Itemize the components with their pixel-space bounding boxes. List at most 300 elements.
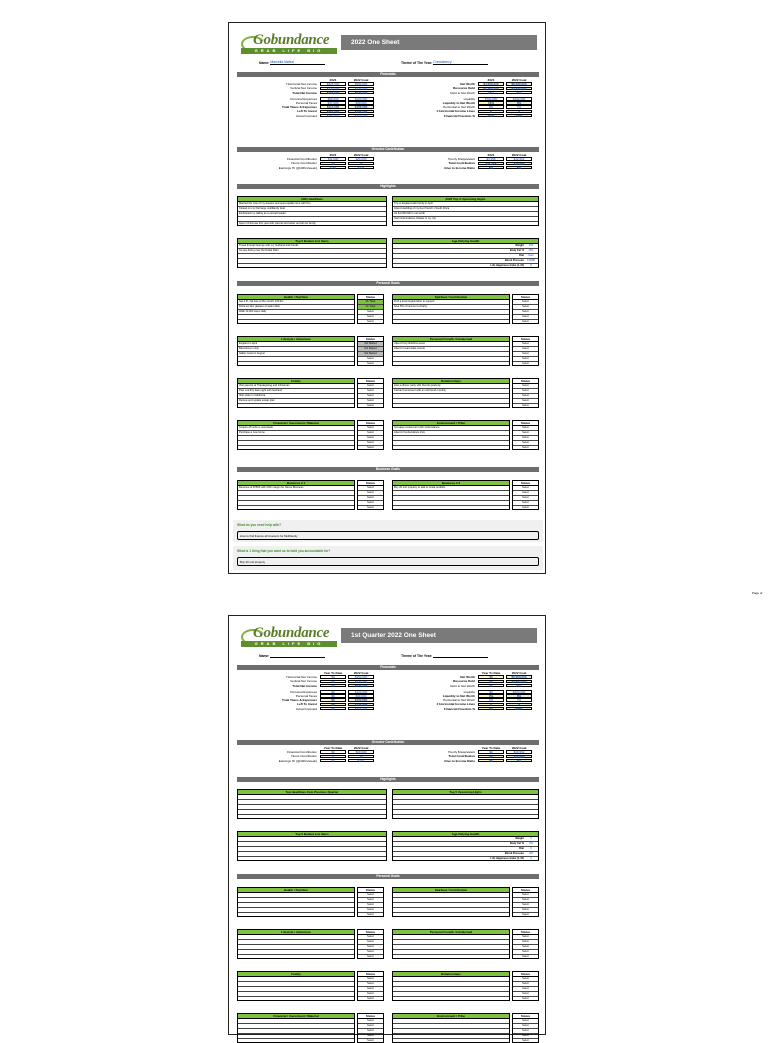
fin-value-goal[interactable]: $570,000 — [348, 684, 374, 688]
goal-line-field[interactable]: Walk 10,000 steps daily — [238, 310, 354, 315]
fin-value-goal[interactable]: $40,962 — [506, 162, 532, 166]
status-select[interactable]: Select — [513, 977, 538, 982]
logo-wordmark: Gobundance — [253, 625, 330, 641]
fin-value-current[interactable]: 5% — [478, 166, 504, 170]
fin-value-current[interactable]: 18% — [478, 101, 504, 105]
fin-value-current[interactable]: $0 — [320, 707, 346, 711]
column-header-label: Year To Date — [323, 746, 343, 750]
status-select[interactable]: Select — [358, 399, 383, 404]
status-select[interactable]: Select — [513, 903, 538, 908]
fin-value-current[interactable]: 0 — [478, 703, 504, 707]
box-line-field[interactable]: Travel through Europe with my husband and friends — [238, 244, 386, 249]
fin-value-goal[interactable]: $220,000 — [348, 680, 374, 684]
accountability-answer-field[interactable]: Buy 20 unit property — [237, 557, 539, 566]
fin-row-label: Horizontal Net Income — [286, 82, 317, 87]
goal-line-field[interactable]: Italian Coast in August — [238, 352, 354, 357]
name-field[interactable]: Marcella Mafezi — [270, 60, 325, 65]
goal-line-field[interactable] — [393, 506, 509, 510]
fin-value-current[interactable]: $4,000,000 — [478, 82, 504, 86]
goal-line-field[interactable] — [393, 1039, 509, 1043]
status-select[interactable]: Select — [367, 445, 374, 449]
status-select[interactable]: Select — [513, 1034, 538, 1039]
goal-line-field[interactable]: Host a dinner party with friends quarterly — [393, 384, 509, 389]
goal-line-field[interactable]: Barcelona in July — [238, 347, 354, 352]
status-select[interactable]: Select — [358, 945, 383, 950]
fin-value-goal[interactable]: $700,000 — [348, 114, 374, 118]
status-select[interactable]: Select — [358, 1034, 383, 1039]
gobundance-logo — [239, 31, 339, 55]
name-row-q1 — [259, 653, 325, 658]
status-select[interactable]: Select — [513, 347, 538, 352]
status-select[interactable]: Select — [522, 912, 529, 916]
fin-value-current[interactable]: 201% — [478, 114, 504, 118]
status-select[interactable]: Select — [367, 505, 374, 509]
box-header: Top 5 Bucket List Items — [238, 239, 386, 244]
fin-value-current[interactable]: 0% — [478, 698, 504, 702]
section-genuine-contribution-q1: Genuine Contribution — [237, 740, 539, 745]
box-line-field[interactable]: Closed on my first large multifamily deal — [238, 207, 386, 212]
goal-line-field[interactable]: Acquire 25 units in new deals — [238, 426, 354, 431]
fin-value-goal[interactable]: $420,000 — [348, 110, 374, 114]
status-select[interactable]: Select — [513, 987, 538, 992]
fin-row-label: Net Worth — [460, 675, 475, 680]
status-column — [357, 378, 384, 408]
help-answer-field[interactable]: How to find finance all investors for Multifamily — [237, 531, 539, 540]
fin-value-goal[interactable]: $5,000,000 — [506, 82, 532, 86]
fin-row-label: Personal Taxes — [295, 100, 317, 105]
fin-value-goal[interactable]: 70% — [506, 91, 532, 95]
goal-line-field[interactable] — [238, 362, 354, 366]
fin-value-current[interactable]: $0 — [320, 690, 346, 694]
top5-box-q1 — [392, 789, 539, 819]
fin-row-label: Horizontal Net Income — [286, 675, 317, 680]
box-line-field[interactable]: Go sky diving over the Dubai Palm — [238, 249, 386, 254]
fin-value-current[interactable]: $0 — [320, 698, 346, 702]
fin-value-current[interactable]: 0% — [478, 694, 504, 698]
box-line-field[interactable]: Start Gobundance chapter in my city — [393, 217, 538, 222]
status-select[interactable]: Select — [358, 1019, 383, 1024]
box-line-field[interactable] — [238, 264, 386, 268]
fin-value-current[interactable]: $0 — [320, 750, 346, 754]
fin-value-goal[interactable]: $120,000 — [348, 97, 374, 101]
fin-row — [387, 759, 537, 763]
goal-line-field[interactable] — [393, 320, 509, 324]
status-select[interactable]: Select — [513, 940, 538, 945]
status-select[interactable]: Select — [358, 426, 383, 431]
health-value[interactable]: 0 — [530, 856, 532, 860]
status-select[interactable]: Select — [367, 996, 374, 1000]
status-select[interactable]: Select — [513, 394, 538, 399]
fin-value-current[interactable]: $0 — [320, 694, 346, 698]
fin-value-current[interactable]: $0 — [320, 703, 346, 707]
status-select[interactable]: Select — [522, 996, 529, 1000]
goal-line-field[interactable] — [238, 404, 354, 408]
status-select[interactable]: Select — [358, 389, 383, 394]
fin-value-current[interactable]: 0% — [478, 759, 504, 763]
fin-value-current[interactable]: $21,958 — [478, 162, 504, 166]
goal-line-field[interactable]: Review and update estate plan — [238, 399, 354, 404]
box-line-field[interactable]: Embraced my calling as a servant leader — [238, 212, 386, 217]
status-select[interactable]: Select — [358, 441, 383, 446]
logo-tagline: GRAB LIFE BIG — [241, 641, 337, 647]
status-select[interactable]: Select — [358, 394, 383, 399]
status-select[interactable]: Select — [358, 992, 383, 997]
status-column — [357, 971, 384, 1001]
status-select[interactable]: Select — [358, 491, 383, 496]
box-line-field[interactable]: Attend wedding of my best friend in South Africa — [393, 207, 538, 212]
status-select[interactable]: Select — [358, 935, 383, 940]
status-select[interactable]: Select — [367, 403, 374, 407]
fin-value-goal[interactable]: 220% — [506, 114, 532, 118]
status-header: Status — [358, 930, 383, 935]
fin-value-goal[interactable]: $5,000,000 — [506, 675, 532, 679]
fin-value-goal[interactable]: 70% — [506, 684, 532, 688]
fin-value-current[interactable]: $140,000 — [320, 87, 346, 91]
fin-value-goal[interactable]: 8% — [506, 694, 532, 698]
financials-left — [237, 78, 377, 118]
status-select[interactable]: Select — [358, 987, 383, 992]
goal-line-field[interactable] — [393, 404, 509, 408]
goal-box — [392, 336, 510, 366]
fin-value-goal[interactable]: $220,000 — [348, 87, 374, 91]
box-line-field[interactable]: Spent Christmas this year with parents and sister and all our family — [239, 221, 316, 225]
status-select[interactable]: Select — [358, 1024, 383, 1029]
goal-line-field[interactable] — [238, 320, 354, 324]
sheet-page-1 — [228, 22, 546, 574]
column-header-label: 2021 — [487, 78, 495, 82]
fin-value-goal[interactable]: $3,500,000 — [506, 87, 532, 91]
fin-value-current[interactable]: $0 — [478, 690, 504, 694]
box-line-field[interactable] — [393, 815, 538, 819]
fin-row — [387, 166, 537, 170]
health-value[interactable]: 0 — [530, 846, 532, 850]
goal-line-field[interactable]: Get 2 lb / fat loss of the month: 100 lbs — [238, 300, 354, 305]
fin-row-label: Debt to Net Worth — [450, 90, 475, 95]
goal-line-field[interactable] — [393, 997, 509, 1001]
status-select[interactable]: Select — [513, 441, 538, 446]
status-select[interactable]: Select — [513, 1024, 538, 1029]
goal-title: Lifestyle / Adventure — [238, 930, 354, 935]
goal-line-field[interactable] — [393, 446, 509, 450]
goal-line-field[interactable]: Purchase a new home — [238, 431, 354, 436]
fin-value-goal[interactable]: $150,000 — [348, 698, 374, 702]
goal-line-field[interactable] — [393, 913, 509, 917]
status-select[interactable]: Select — [522, 505, 529, 509]
fin-row-label: Actual Invested — [295, 113, 317, 118]
status-select[interactable]: Select — [358, 315, 383, 320]
status-select[interactable]: Select — [513, 357, 538, 362]
top3-box — [392, 196, 539, 226]
box-line-field[interactable]: Trip to England with family in April — [393, 202, 538, 207]
status-select[interactable]: Not Started — [358, 342, 383, 347]
fin-value-current[interactable]: $11,000 — [320, 157, 346, 161]
status-column — [357, 480, 384, 510]
fin-value-current[interactable]: 0% — [478, 707, 504, 711]
fin-value-goal[interactable]: 7 — [506, 110, 532, 114]
fin-row — [237, 91, 377, 95]
goal-line-field[interactable]: Visit parents at Thanksgiving and Christmas — [238, 384, 354, 389]
status-select[interactable]: Select — [367, 319, 374, 323]
status-select[interactable]: Select — [358, 486, 383, 491]
status-select[interactable]: Select — [513, 486, 538, 491]
goal-line-field[interactable]: Plan monthly date night with husband — [238, 389, 354, 394]
status-select[interactable]: Select — [522, 1038, 529, 1042]
status-select[interactable]: Select — [513, 935, 538, 940]
fin-value-goal[interactable]: $3,500,000 — [506, 680, 532, 684]
fin-value-current[interactable]: 20 — [320, 162, 346, 166]
fin-row-label: Total Taxes & Expenses — [282, 698, 317, 703]
goal-line-field[interactable] — [238, 997, 354, 1001]
status-select[interactable]: Select — [522, 954, 529, 958]
fin-value-goal[interactable]: $700,000 — [348, 707, 374, 711]
status-select[interactable]: Select — [522, 403, 529, 407]
status-select[interactable]: Select — [358, 977, 383, 982]
health-value[interactable]: 0/0 — [529, 851, 533, 855]
fin-value-goal[interactable]: 7% — [506, 105, 532, 109]
status-column — [512, 1013, 539, 1043]
goal-line-field[interactable] — [238, 506, 354, 510]
fin-value-current[interactable]: $169 — [320, 166, 346, 170]
fin-value-goal[interactable]: $274 — [348, 759, 374, 763]
fin-value-current[interactable]: $0 — [478, 680, 504, 684]
fin-value-goal[interactable]: $274 — [348, 166, 374, 170]
fin-value-current[interactable]: 0% — [478, 684, 504, 688]
fin-row-label: Left To Invest — [297, 702, 317, 707]
fin-value-goal[interactable]: $150,000 — [348, 105, 374, 109]
fin-value-current[interactable]: $465,000 — [320, 91, 346, 95]
name-label: Name: — [259, 61, 270, 65]
fin-value-goal[interactable]: 7 — [506, 703, 532, 707]
fin-row-label: Vertical Net Income — [290, 679, 317, 684]
box-line-field[interactable]: Married the man of my dreams and spent quality time with him — [238, 202, 386, 207]
status-select[interactable]: Select — [358, 357, 383, 362]
fin-row-label: Resource Debt — [453, 86, 475, 91]
status-column — [512, 336, 539, 366]
fin-value-goal[interactable]: 40 — [348, 162, 374, 166]
goal-line-field[interactable]: Attend 2 Gobundance trips — [393, 431, 509, 436]
goal-line-field[interactable] — [238, 913, 354, 917]
fin-value-current[interactable]: $0 — [320, 684, 346, 688]
fin-value-goal[interactable]: 220% — [506, 707, 532, 711]
fin-value-current[interactable]: $0 — [320, 680, 346, 684]
fin-value-goal[interactable]: $400,000 — [506, 690, 532, 694]
page-number: Page of — [752, 591, 763, 595]
status-select[interactable]: Select — [513, 908, 538, 913]
status-select[interactable]: Select — [358, 436, 383, 441]
status-select[interactable]: Select — [513, 352, 538, 357]
fin-row — [237, 759, 377, 763]
fin-value-current[interactable]: $96,000 — [320, 97, 346, 101]
status-select[interactable]: Select — [367, 361, 374, 365]
status-select[interactable]: Select — [513, 389, 538, 394]
health-value[interactable]: 0% — [529, 842, 533, 846]
status-select[interactable]: Select — [358, 940, 383, 945]
status-select[interactable]: Select — [513, 950, 538, 955]
box-header: 2022 Top 3 Upcoming Highs — [393, 197, 538, 202]
status-select[interactable]: On Track — [358, 300, 383, 305]
status-select[interactable]: Select — [522, 445, 529, 449]
fin-value-current[interactable]: 8% — [478, 105, 504, 109]
status-select[interactable]: Select — [513, 945, 538, 950]
status-select[interactable]: Select — [513, 305, 538, 310]
health-value[interactable]: 8 — [530, 263, 532, 267]
status-select[interactable]: Select — [358, 310, 383, 315]
status-select[interactable]: Select — [522, 361, 529, 365]
goal-line-field[interactable]: Find a local organization to support — [393, 300, 509, 305]
fin-value-goal[interactable]: $20,000 — [348, 750, 374, 754]
health-label: Blood Pressure — [504, 851, 524, 855]
fin-value-current[interactable]: $113,000 — [320, 105, 346, 109]
status-select[interactable]: Select — [358, 903, 383, 908]
goal-line-field[interactable]: Attend 2 real estate events — [393, 347, 509, 352]
fin-value-current[interactable]: $0 — [478, 750, 504, 754]
status-select[interactable]: Select — [358, 496, 383, 501]
fin-value-current[interactable]: $3,958 — [478, 157, 504, 161]
fin-value-goal[interactable]: 5% — [506, 166, 532, 170]
status-select[interactable]: Select — [358, 908, 383, 913]
fin-value-goal[interactable]: $40,962 — [506, 755, 532, 759]
health-value[interactable]: 0 — [530, 837, 532, 841]
genuine-right — [387, 153, 537, 170]
fin-value-current[interactable]: $0 — [478, 675, 504, 679]
status-select[interactable]: Select — [522, 319, 529, 323]
goal-line-field[interactable]: Give 5% of income to charity — [393, 305, 509, 310]
genuine-left-q1 — [237, 746, 377, 763]
health-value[interactable]: 15% — [528, 249, 534, 253]
status-select[interactable]: Select — [513, 342, 538, 347]
status-select[interactable]: Select — [513, 982, 538, 987]
status-select[interactable]: Select — [513, 310, 538, 315]
status-select[interactable]: Select — [358, 431, 383, 436]
fin-value-current[interactable]: $700,000 — [478, 97, 504, 101]
logo-tagline: GRAB LIFE BIG — [241, 48, 337, 54]
fin-value-current[interactable]: $0 — [478, 755, 504, 759]
box-line-field[interactable]: Hit $1,000,000 in net worth — [393, 212, 538, 217]
status-select[interactable]: Select — [367, 954, 374, 958]
goal-line-field[interactable]: Increase involvement with Gobundance — [393, 426, 509, 431]
status-select[interactable]: Not Started — [358, 347, 383, 352]
box-line-field[interactable] — [393, 222, 538, 226]
goal-box — [237, 480, 355, 510]
fin-value-current[interactable]: 0 — [320, 755, 346, 759]
column-header-label: 2021 — [487, 153, 495, 157]
goal-line-field[interactable] — [238, 1039, 354, 1043]
status-select[interactable]: Select — [358, 1029, 383, 1034]
theme-field-q1[interactable] — [433, 653, 488, 658]
health-value[interactable]: Keto — [528, 253, 534, 257]
status-select[interactable]: Select — [358, 501, 383, 506]
status-select[interactable]: Select — [513, 315, 538, 320]
status-select[interactable]: On Track — [358, 305, 383, 310]
status-select[interactable]: Select — [513, 431, 538, 436]
status-column — [357, 420, 384, 450]
fin-value-goal[interactable]: $400,000 — [506, 97, 532, 101]
goal-line-field[interactable] — [238, 446, 354, 450]
fin-value-goal[interactable]: $10,962 — [506, 157, 532, 161]
status-select[interactable]: Select — [513, 491, 538, 496]
fin-value-goal[interactable]: $30,000 — [348, 694, 374, 698]
health-value[interactable]: 120/80 — [527, 258, 535, 262]
fin-row-label: Hourly $ Equivalent — [448, 750, 475, 755]
status-select[interactable]: Not Started — [358, 352, 383, 357]
fin-value-goal[interactable]: $350,000 — [348, 675, 374, 679]
goal-line-field[interactable]: Drink ten 8oz glasses of water daily — [238, 305, 354, 310]
status-select[interactable]: Select — [367, 1038, 374, 1042]
status-select[interactable]: Select — [358, 893, 383, 898]
fin-value-current[interactable]: 8 — [478, 110, 504, 114]
status-select[interactable]: Select — [513, 436, 538, 441]
name-field-q1[interactable] — [270, 653, 325, 658]
section-highlights-q1: Highlights — [237, 777, 539, 782]
goal-line-field[interactable]: Call and reconnect with an old friend monthly — [393, 389, 509, 394]
fin-value-goal[interactable]: 8% — [506, 101, 532, 105]
goal-line-field[interactable] — [393, 362, 509, 366]
goal-line-field[interactable] — [238, 955, 354, 959]
goal-line-field[interactable] — [393, 955, 509, 959]
status-select[interactable]: Select — [513, 1019, 538, 1024]
health-value[interactable]: 150 — [528, 244, 534, 248]
fin-value-current[interactable]: $350,000 — [320, 114, 346, 118]
goal-line-field[interactable]: England in April — [238, 342, 354, 347]
status-select[interactable]: Select — [513, 1029, 538, 1034]
goal-line-field[interactable]: Buy 20 unit property to add to rental portfolio — [393, 486, 509, 491]
fin-value-current[interactable]: $325,000 — [320, 82, 346, 86]
fin-value-goal[interactable]: $20,000 — [348, 157, 374, 161]
goal-line-field[interactable]: Attend Tony Robbins event — [393, 342, 509, 347]
fin-value-goal[interactable]: $570,000 — [348, 91, 374, 95]
fin-value-current[interactable]: $352,000 — [320, 110, 346, 114]
health-label: Body Fat % — [509, 249, 524, 253]
status-select[interactable]: Select — [358, 950, 383, 955]
box-line-field[interactable] — [238, 857, 386, 861]
status-select[interactable]: Select — [513, 426, 538, 431]
status-select[interactable]: Select — [513, 496, 538, 501]
fin-value-current[interactable]: $0 — [320, 675, 346, 679]
fin-value-current[interactable]: $17,000 — [320, 101, 346, 105]
fin-value-goal[interactable]: $10,962 — [506, 750, 532, 754]
status-select[interactable]: Select — [358, 982, 383, 987]
age-defying-health-box-q1 — [392, 831, 539, 861]
fin-value-goal[interactable]: $420,000 — [348, 703, 374, 707]
status-select[interactable]: Select — [367, 912, 374, 916]
status-select[interactable]: Select — [358, 384, 383, 389]
fin-value-goal[interactable]: $30,000 — [348, 101, 374, 105]
goal-line-field[interactable]: Visit sister in California — [238, 394, 354, 399]
status-select[interactable]: Select — [513, 893, 538, 898]
fin-value-current[interactable]: 98% — [478, 91, 504, 95]
goal-line-field[interactable]: Revenue of $750K with 20% margin for Nexus Business — [238, 486, 354, 491]
fin-value-current[interactable]: $1,300,000 — [478, 87, 504, 91]
box-line-field[interactable] — [238, 815, 386, 819]
status-select[interactable]: Select — [358, 898, 383, 903]
fin-value-goal[interactable]: 5% — [506, 759, 532, 763]
fin-value-goal[interactable]: 7% — [506, 698, 532, 702]
fin-value-goal[interactable]: $120,000 — [348, 690, 374, 694]
status-select[interactable]: Select — [513, 399, 538, 404]
status-select[interactable]: Select — [513, 898, 538, 903]
status-select[interactable]: Select — [513, 384, 538, 389]
goal-box — [392, 294, 510, 324]
status-select[interactable]: Select — [513, 992, 538, 997]
column-header-label: 2022 Goal — [511, 153, 527, 157]
fin-value-current[interactable]: $0 — [320, 759, 346, 763]
status-select[interactable]: Select — [513, 300, 538, 305]
status-select[interactable]: Select — [513, 501, 538, 506]
fin-value-goal[interactable]: 40 — [348, 755, 374, 759]
theme-field[interactable]: Consistency — [433, 60, 488, 65]
fin-row-label: # Horizontal Income Lines — [436, 109, 475, 114]
fin-value-goal[interactable]: $350,000 — [348, 82, 374, 86]
